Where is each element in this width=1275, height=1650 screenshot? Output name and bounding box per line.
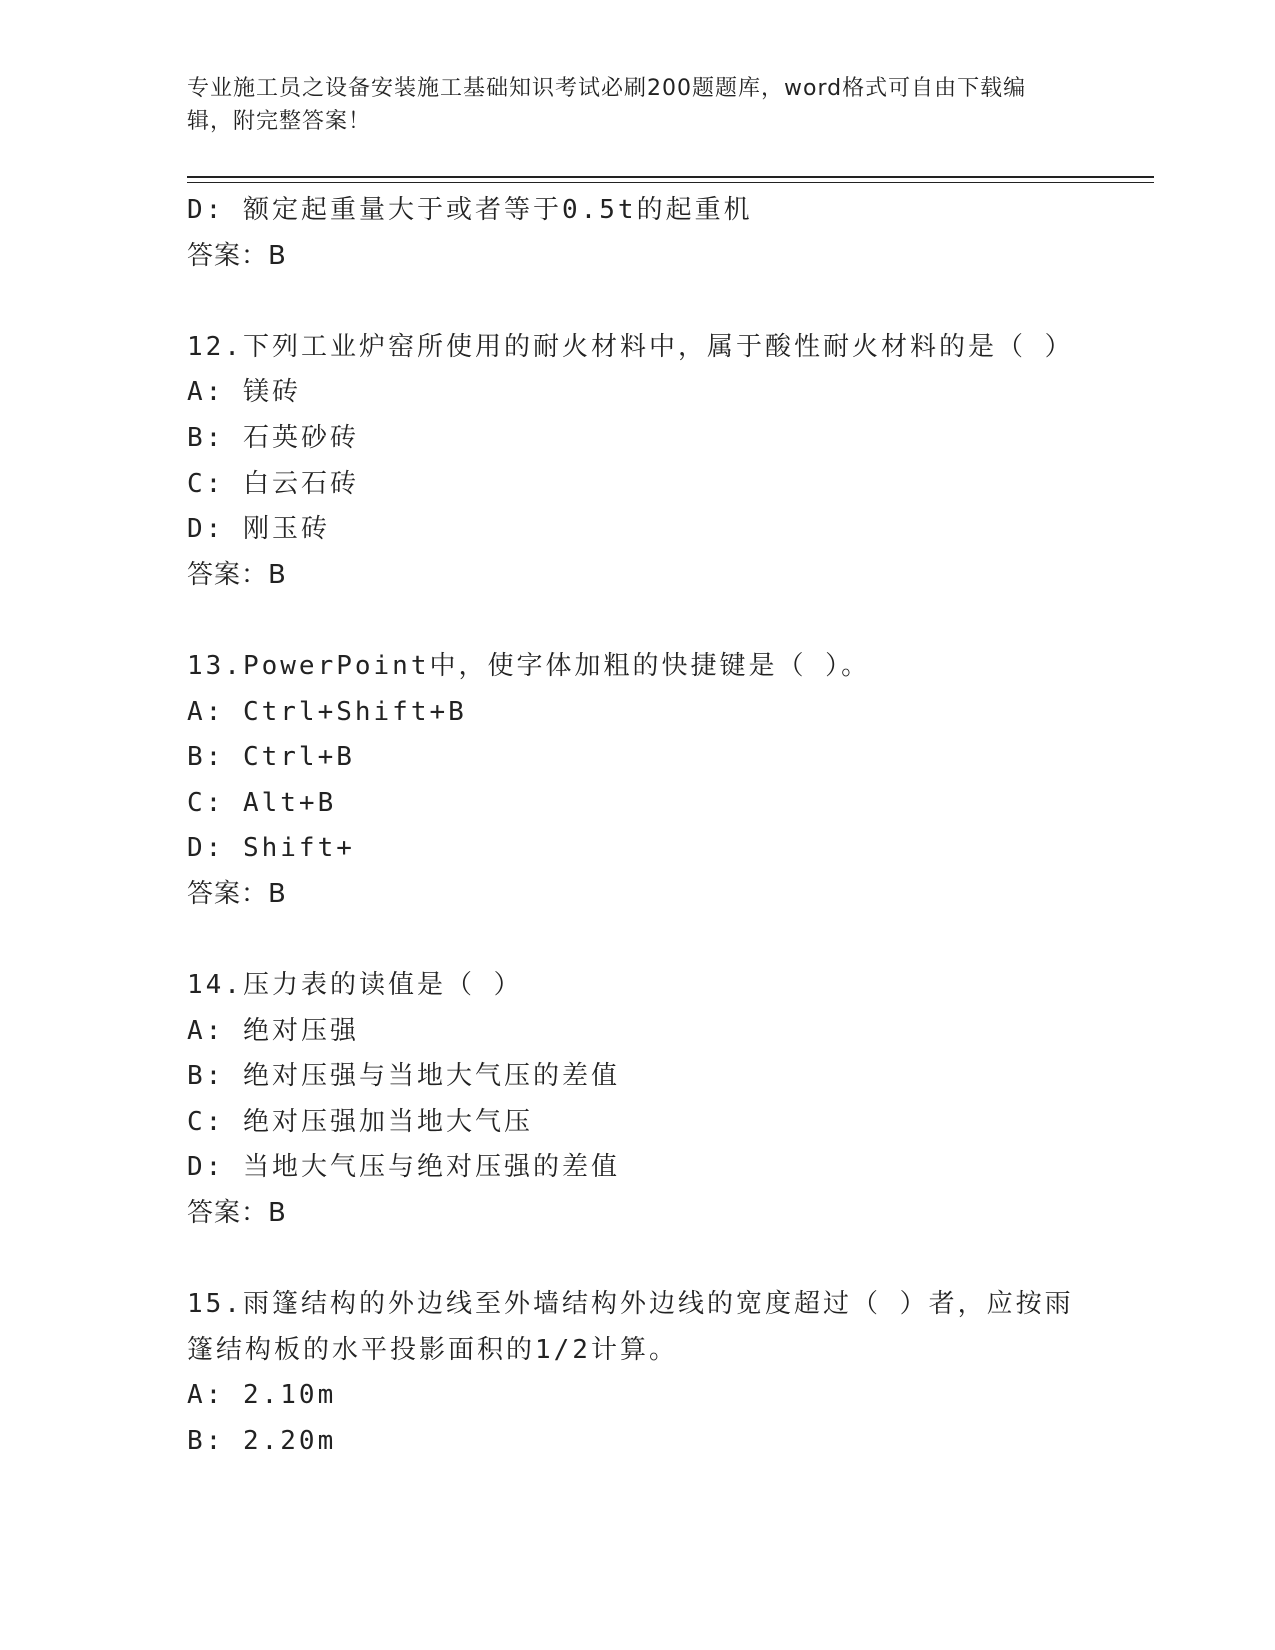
q13-option-c: C: Alt+B	[187, 787, 337, 818]
q11-option-d: D: 额定起重量大于或者等于0.5t的起重机	[187, 195, 753, 225]
q14-stem: 14.压力表的读值是（ ）	[187, 970, 523, 1001]
header-divider-thick	[187, 176, 1154, 178]
spacer	[187, 918, 1087, 964]
q15-option-b: B: 2.20m	[187, 1426, 337, 1457]
q14-option-b: B: 绝对压强与当地大气压的差值	[187, 1061, 620, 1092]
q13-answer: 答案：B	[187, 878, 287, 909]
document-header: 专业施工员之设备安装施工基础知识考试必刷200题题库，word格式可自由下载编辑，附完整答案！	[187, 76, 1027, 134]
spacer	[187, 1237, 1087, 1283]
question-content	[187, 188, 1087, 1465]
q15-stem-line2: 篷结构板的水平投影面积的1/2计算。	[187, 1334, 678, 1365]
q14-answer: 答案：B	[187, 1198, 287, 1229]
q13-stem: 13.PowerPoint中，使字体加粗的快捷键是（ ）。	[187, 650, 871, 681]
q14-option-a: A: 绝对压强	[187, 1015, 359, 1046]
q12-option-c: C: 白云石砖	[187, 468, 359, 499]
q12-option-d: D: 刚玉砖	[187, 514, 330, 545]
q14-option-d: D: 当地大气压与绝对压强的差值	[187, 1152, 620, 1183]
spacer	[187, 279, 1087, 325]
q12-stem: 12.下列工业炉窑所使用的耐火材料中，属于酸性耐火材料的是（ ）	[187, 331, 1074, 362]
q12-option-b: B: 石英砂砖	[187, 422, 359, 453]
q11-answer: 答案：B	[187, 240, 287, 271]
q12-answer: 答案：B	[187, 559, 287, 590]
q12-option-a: A: 镁砖	[187, 377, 301, 408]
spacer	[187, 598, 1087, 644]
q13-option-d: D: Shift+	[187, 833, 355, 864]
q13-option-a: A: Ctrl+Shift+B	[187, 696, 467, 727]
header-divider-thin	[187, 182, 1154, 183]
q15-option-a: A: 2.10m	[187, 1380, 337, 1411]
q13-option-b: B: Ctrl+B	[187, 742, 355, 773]
q15-stem-line1: 15.雨篷结构的外边线至外墙结构外边线的宽度超过（ ）者，应按雨	[187, 1289, 1074, 1320]
q14-option-c: C: 绝对压强加当地大气压	[187, 1106, 533, 1137]
